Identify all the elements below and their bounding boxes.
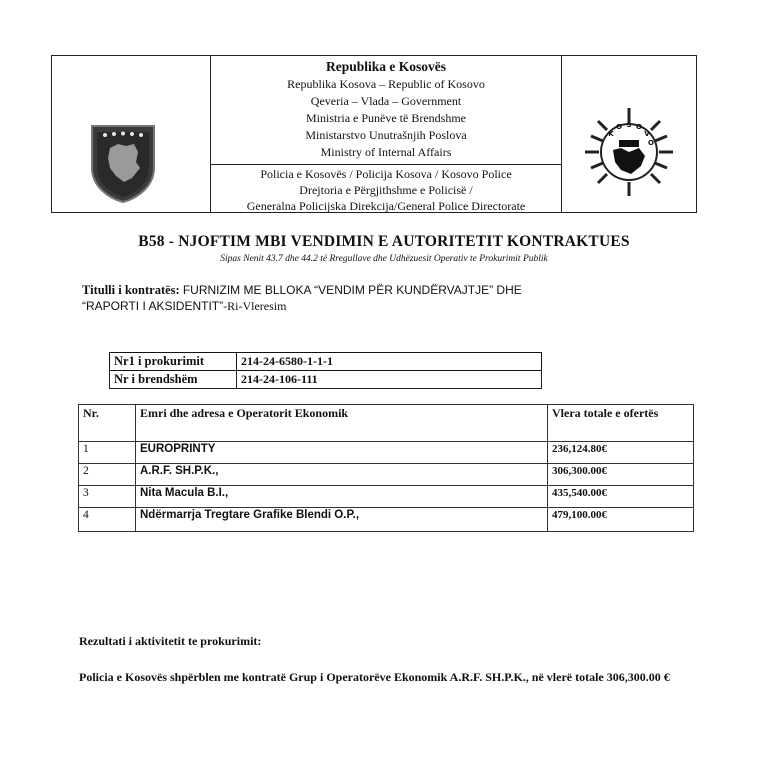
table-row xyxy=(79,464,694,486)
kosovo-police-logo-icon xyxy=(581,104,677,200)
economic-operators-table xyxy=(78,404,694,532)
header-line: Ministarstvo Unutrašnjih Poslova xyxy=(305,128,467,142)
contract-title-line1: FURNIZIM ME BLLOKA “VENDIM PËR KUNDËRVAJTJE” DHE xyxy=(182,283,522,297)
internal-number-value: 214-24-106-111 xyxy=(237,371,542,389)
row-number: 1 xyxy=(79,442,136,464)
procurement-reference-table xyxy=(109,352,542,389)
table-row xyxy=(79,508,694,532)
header-line: Drejtoria e Përgjithshme e Policisë / xyxy=(299,183,473,197)
header-line: Policia e Kosovës / Policija Kosova / Kosovo Police xyxy=(260,167,512,181)
operator-name: Nita Macula B.I., xyxy=(136,486,548,508)
table-row xyxy=(79,442,694,464)
contract-title-suffix: -Ri-Vleresim xyxy=(223,299,287,313)
header-line: Qeveria – Vlada – Government xyxy=(310,94,462,108)
result-label: Rezultati i aktivitetit te prokurimit: xyxy=(79,634,262,648)
header-line: Republika Kosova – Republic of Kosovo xyxy=(287,77,485,91)
header-line: Ministria e Punëve të Brendshme xyxy=(306,111,466,125)
header-divider xyxy=(210,164,562,165)
svg-text:K: K xyxy=(608,130,614,138)
result-text: Policia e Kosovës shpërblen me kontratë Grup i Operatorëve Ekonomik A.R.F. SH.P.K., në vlerë totale 306,300.00 € xyxy=(79,670,670,684)
kosovo-emblem-cell xyxy=(52,56,211,212)
police-block xyxy=(210,166,562,214)
contract-label: Titulli i kontratës: xyxy=(82,283,180,297)
operator-name: Ndërmarrja Tregtare Grafike Blendi O.P., xyxy=(136,508,548,532)
operator-name: EUROPRINTY xyxy=(136,442,548,464)
table-header-row xyxy=(79,405,694,442)
svg-text:V: V xyxy=(644,130,650,138)
column-header-offer-value: Vlera totale e ofertës xyxy=(548,405,694,442)
police-logo-cell xyxy=(561,56,696,212)
table-row xyxy=(110,371,542,389)
column-header-operator: Emri dhe adresa e Operatorit Ekonomik xyxy=(136,405,548,442)
contract-title xyxy=(82,282,682,314)
document-subtitle: Sipas Nenit 43.7 dhe 44.2 të Rregullave dhe Udhëzuesit Operativ te Prokurimit Publik xyxy=(220,254,548,264)
column-header-nr: Nr. xyxy=(79,405,136,442)
row-number: 3 xyxy=(79,486,136,508)
ministry-block xyxy=(210,58,562,161)
table-row xyxy=(79,486,694,508)
header-line-republic: Republika e Kosovës xyxy=(325,59,447,74)
contract-title-line2: “RAPORTI I AKSIDENTIT” xyxy=(82,299,224,313)
offer-value: 236,124.80€ xyxy=(548,442,694,464)
svg-text:O: O xyxy=(636,123,642,131)
svg-text:O: O xyxy=(648,139,654,147)
table-row xyxy=(110,353,542,371)
document-title: B58 - NJOFTIM MBI VENDIMIN E AUTORITETIT KONTRAKTUES xyxy=(138,233,630,250)
internal-number-label: Nr i brendshëm xyxy=(110,371,237,389)
procurement-number-label: Nr1 i prokurimit xyxy=(110,353,237,371)
offer-value: 435,540.00€ xyxy=(548,486,694,508)
header-line: Ministry of Internal Affairs xyxy=(320,145,452,159)
kosovo-coat-of-arms-icon xyxy=(88,122,158,204)
offer-value: 479,100.00€ xyxy=(548,508,694,532)
svg-text:S: S xyxy=(626,121,632,129)
row-number: 4 xyxy=(79,508,136,532)
letterhead xyxy=(51,55,697,213)
procurement-number-value: 214-24-6580-1-1-1 xyxy=(237,353,542,371)
header-line: Generalna Policijska Direkcija/General Police Directorate xyxy=(246,199,526,213)
operator-name: A.R.F. SH.P.K., xyxy=(136,464,548,486)
row-number: 2 xyxy=(79,464,136,486)
offer-value: 306,300.00€ xyxy=(548,464,694,486)
svg-text:O: O xyxy=(616,123,622,131)
